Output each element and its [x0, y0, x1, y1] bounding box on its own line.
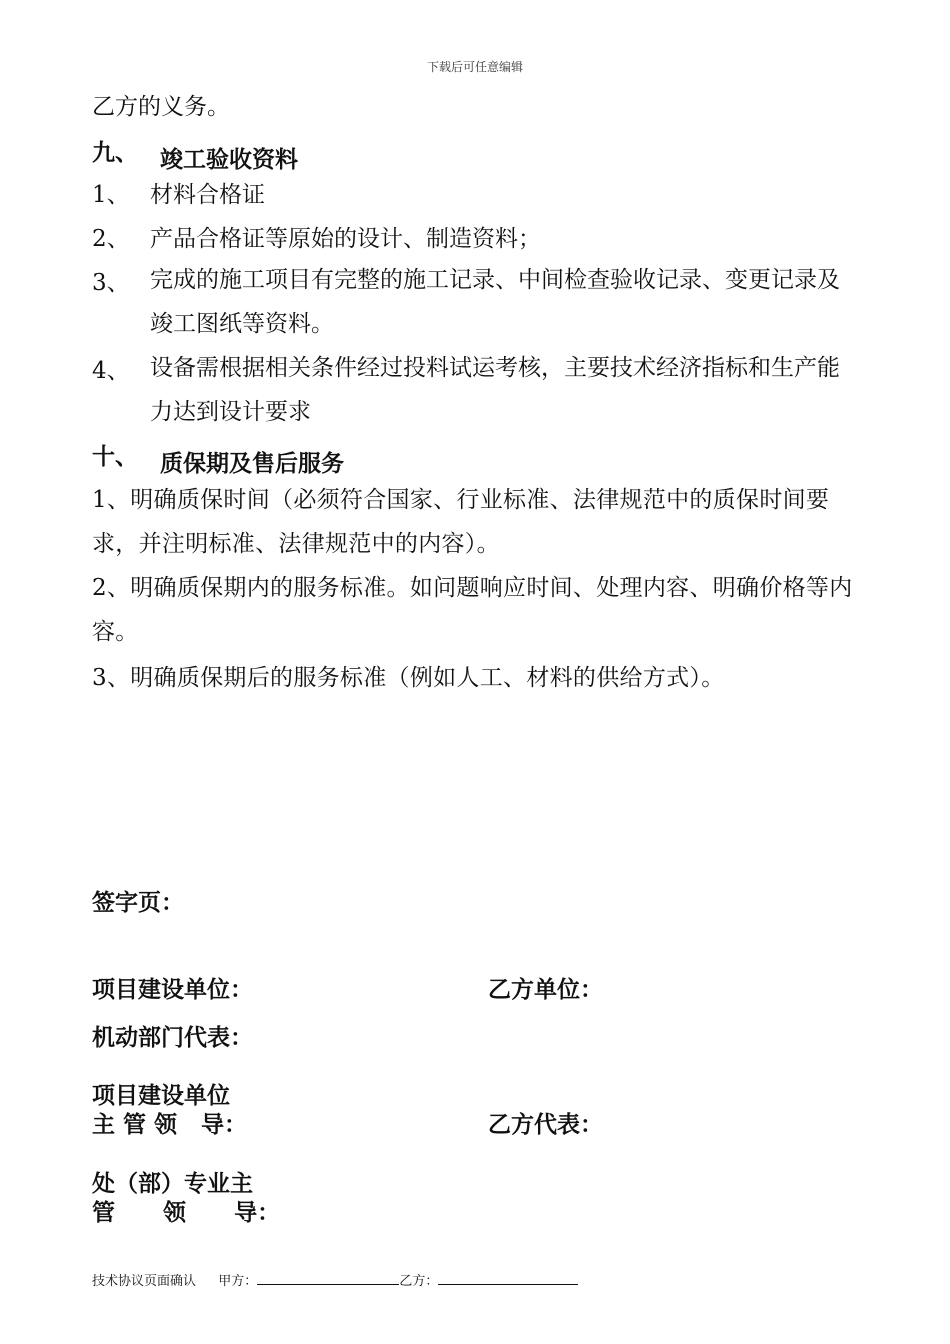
- list-item: [92, 180, 872, 224]
- paragraph: 2、明确质保期内的服务标准。如问题响应时间、处理内容、明确价格等内容。: [92, 575, 853, 645]
- party-b-rep-label: 乙方代表：: [488, 1112, 603, 1138]
- list-item-text: 产品合格证等原始的设计、制造资料；: [150, 226, 541, 252]
- section-9-heading: [92, 138, 872, 173]
- party-b-unit-label: 乙方单位：: [488, 977, 603, 1003]
- list-item-text: 设备需根据相关条件经过投料试运考核，主要技术经济指标和生产能力达到设计要求: [150, 355, 840, 425]
- section-9-title: 竣工验收资料: [160, 147, 298, 173]
- list-item: [92, 346, 872, 434]
- header-note: 下载后可任意编辑: [426, 60, 523, 74]
- continuation-text: 乙方的义务。: [92, 94, 230, 120]
- list-item-text: 完成的施工项目有完整的施工记录、中间检查验收记录、变更记录及竣工图纸等资料。: [150, 267, 840, 337]
- list-item-number: 4、: [92, 358, 130, 384]
- paragraph: 1、明确质保时间（必须符合国家、行业标准、法律规范中的质保时间要求，并注明标准、法律规范中的内容）。: [92, 487, 830, 557]
- section-10-heading: [92, 442, 872, 477]
- section-10-number: 十、: [92, 444, 138, 470]
- footer-party-b-label: 乙方：: [399, 1274, 439, 1289]
- list-item-number: 2、: [92, 226, 130, 252]
- paragraph: 3、明确质保期后的服务标准（例如人工、材料的供给方式）。: [92, 665, 725, 691]
- section-9-number: 九、: [92, 140, 138, 166]
- section-10-title: 质保期及售后服务: [160, 451, 344, 477]
- footer-party-a-label: 甲方：: [218, 1274, 258, 1289]
- dept-leader-label-line2: 管 领 导：: [92, 1200, 281, 1226]
- signature-title: 签字页：: [92, 890, 184, 916]
- party-b-signature-line[interactable]: [438, 1270, 578, 1285]
- project-leader-label-line1: 项目建设单位: [92, 1083, 230, 1109]
- party-a-signature-line[interactable]: [257, 1270, 399, 1285]
- list-item-number: 3、: [92, 270, 130, 296]
- page-confirmation-footer: [92, 1270, 578, 1289]
- project-leader-label-line2: 主 管 领 导：: [92, 1112, 248, 1138]
- footer-label: 技术协议页面确认: [92, 1274, 197, 1289]
- list-item-number: 1、: [92, 182, 130, 208]
- mech-dept-rep-label: 机动部门代表：: [92, 1025, 253, 1051]
- project-unit-label: 项目建设单位：: [92, 977, 253, 1003]
- dept-leader-label-line1: 处（部）专业主: [92, 1171, 253, 1197]
- list-item-text: 材料合格证: [150, 182, 265, 208]
- list-item: [92, 258, 872, 346]
